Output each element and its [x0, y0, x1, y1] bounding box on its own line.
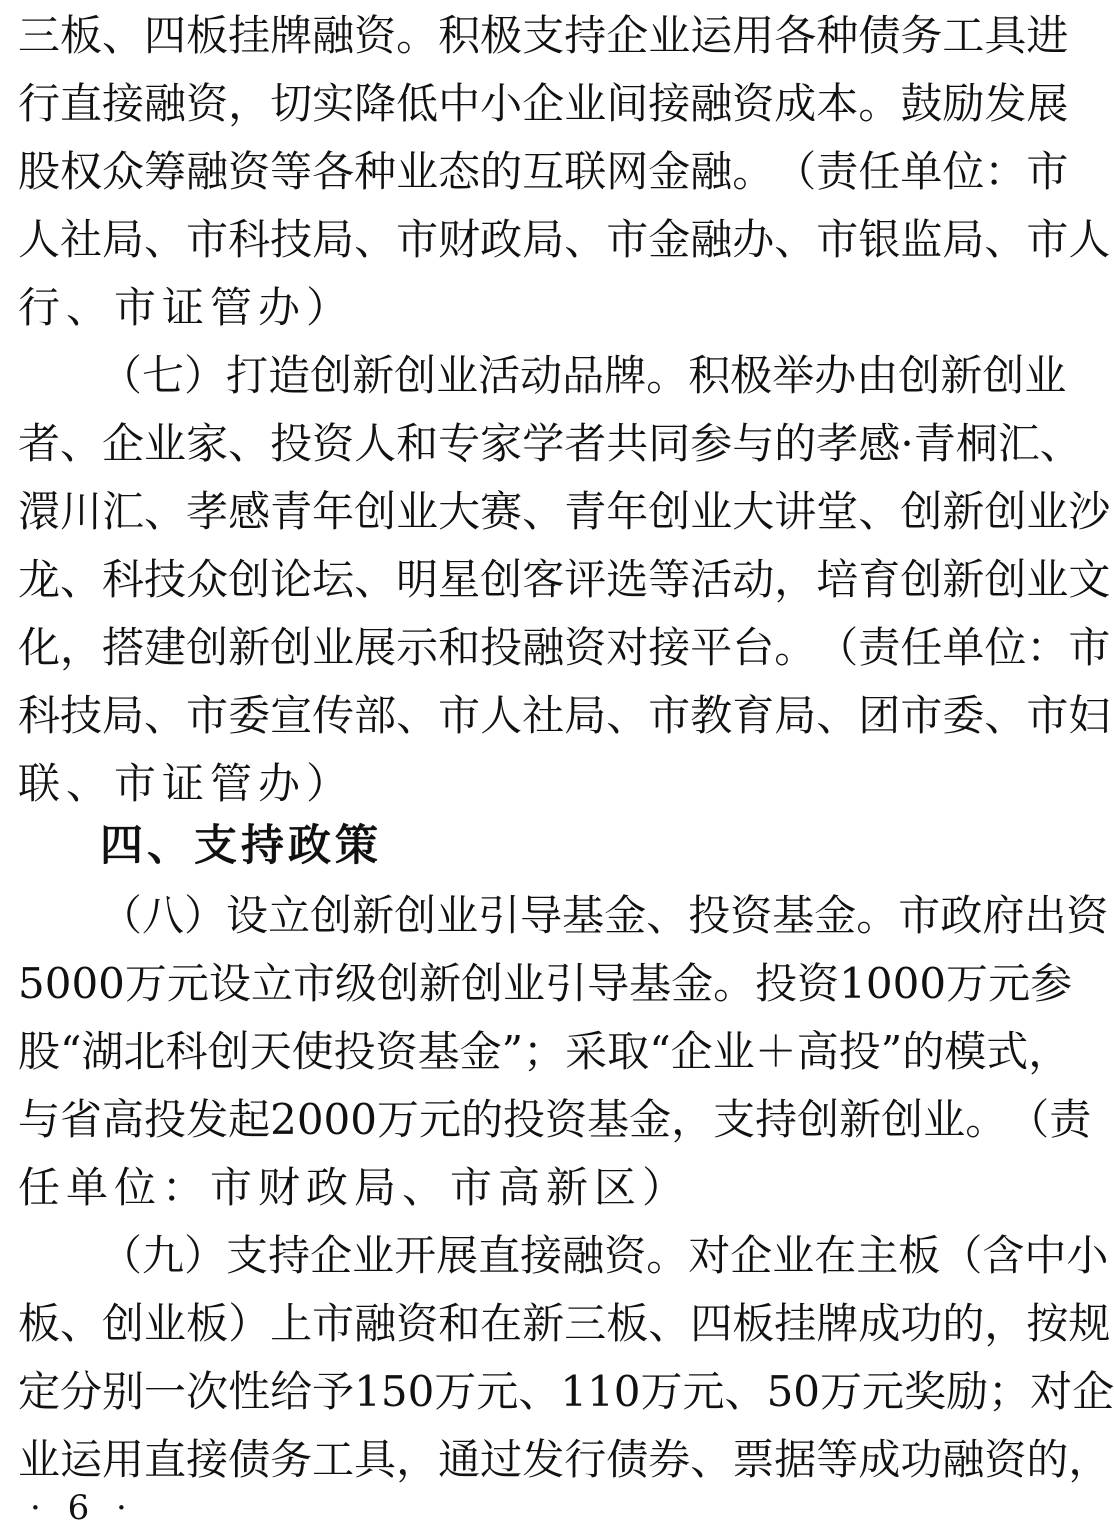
- text-line: 股 “ 湖 北 科 创 天 使 投 资 基 金 ” ； 采 取 “ 企 业 ＋ 高 投 ” 的 模 式 ，: [18, 1027, 1071, 1076]
- text-line: 科 技 局 、 市 委 宣 传 部 、 市 人 社 局 、 市 教 育 局 、 团 市 委 、 市 妇: [18, 691, 1111, 740]
- paragraph-first-line: （ 九 ） 支 持 企 业 开 展 直 接 融 资 。 对 企 业 在 主 板 （ 含 中 小: [100, 1231, 1109, 1280]
- text-line: 股 权 众 筹 融 资 等 各 种 业 态 的 互 联 网 金 融 。 （ 责 任 单 位 ： 市: [18, 147, 1069, 196]
- paragraph-first-line: （ 八 ） 设 立 创 新 创 业 引 导 基 金 、 投 资 基 金 。 市 政 府 出 资: [100, 891, 1109, 940]
- text-line: 与 省 高 投 发 起 2000 万 元 的 投 资 基 金 ， 支 持 创 新 创 业 。 （ 责: [18, 1095, 1092, 1144]
- text-line: 任单位：市财政局、市高新区）: [18, 1163, 691, 1212]
- text-line: 定 分 别 一 次 性 给 予 150 万 元 、 110 万 元 、 50 万 元 奖 励 ； 对 企: [18, 1367, 1114, 1416]
- text-line: 三 板 、 四 板 挂 牌 融 资 。 积 极 支 持 企 业 运 用 各 种 债 务 工 具 进: [18, 11, 1069, 60]
- text-line: 龙 、 科 技 众 创 论 坛 、 明 星 创 客 评 选 等 活 动 ， 培 育 创 新 创 业 文: [18, 555, 1111, 604]
- text-line: 人 社 局 、 市 科 技 局 、 市 财 政 局 、 市 金 融 办 、 市 银 监 局 、 市 人: [18, 215, 1111, 264]
- text-line: 联、市证管办）: [18, 759, 355, 808]
- page-number: · 6 ·: [30, 1488, 135, 1528]
- text-line: 行、市证管办）: [18, 283, 355, 332]
- text-line: 行 直 接 融 资 ， 切 实 降 低 中 小 企 业 间 接 融 资 成 本 。 鼓 励 发 展: [18, 79, 1069, 128]
- text-line: 板 、 创 业 板 ） 上 市 融 资 和 在 新 三 板 、 四 板 挂 牌 成 功 的 ， 按 规: [18, 1299, 1111, 1348]
- text-line: 5000 万 元 设 立 市 级 创 新 创 业 引 导 基 金 。 投 资 1000 万 元 参: [18, 959, 1073, 1008]
- paragraph-first-line: （ 七 ） 打 造 创 新 创 业 活 动 品 牌 。 积 极 举 办 由 创 新 创 业: [100, 351, 1067, 400]
- text-line: 化 ， 搭 建 创 新 创 业 展 示 和 投 融 资 对 接 平 台 。 （ 责 任 单 位 ： 市: [18, 623, 1111, 672]
- section-heading: 四、支持政策: [100, 821, 382, 871]
- text-line: 澴 川 汇 、 孝 感 青 年 创 业 大 赛 、 青 年 创 业 大 讲 堂 、 创 新 创 业 沙: [18, 487, 1111, 536]
- text-line: 业 运 用 直 接 债 务 工 具 ， 通 过 发 行 债 券 、 票 据 等 成 功 融 资 的 ，: [18, 1435, 1111, 1484]
- text-line: 者 、 企 业 家 、 投 资 人 和 专 家 学 者 共 同 参 与 的 孝 感 · 青 桐 汇 、: [18, 419, 1082, 468]
